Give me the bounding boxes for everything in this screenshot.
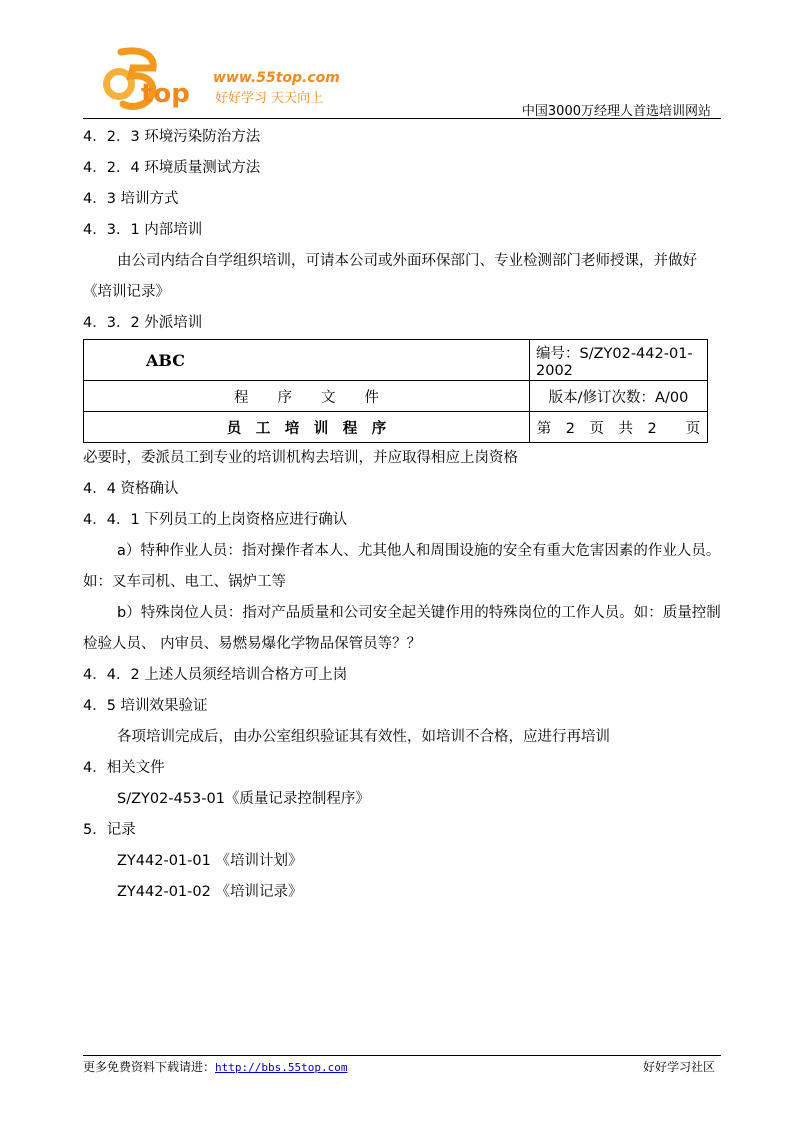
section-4-3-2: 4．3．2 外派培训 [83, 315, 203, 331]
page-footer [83, 1058, 721, 1075]
svg-text:www.55top.com: www.55top.com [213, 70, 340, 86]
external-training-text: 必要时，委派员工到专业的培训机构去培训，并应取得相应上岗资格 [83, 450, 518, 466]
section-4-3-1: 4．3．1 内部培训 [83, 222, 203, 238]
section-4-3: 4．3 培训方式 [83, 191, 179, 207]
svg-text:好好学习 天天向上: 好好学习 天天向上 [215, 91, 324, 106]
section-4-4: 4．4 资格确认 [83, 481, 179, 497]
document-control-table [83, 339, 708, 443]
document-body [83, 122, 723, 908]
document-version: 版本/修订次数：A/00 [530, 381, 708, 412]
section-4-2-3: 4．2．3 环境污染防治方法 [83, 129, 261, 145]
section-4-4-2: 4．4．2 上述人员须经培训合格方可上岗 [83, 667, 348, 683]
procedure-title: 员 工 培 训 程 序 [84, 412, 530, 443]
related-doc-item: S/ZY02-453-01《质量记录控制程序》 [117, 791, 370, 807]
internal-training-paragraph: 由公司内结合自学组织培训，可请本公司或外面环保部门、专业检测部门老师授课，并做好《培训记录》 [83, 253, 697, 300]
section-4-related-docs: 4．相关文件 [83, 760, 165, 776]
footer-divider [83, 1055, 721, 1056]
record-item-plan: ZY442-01-01 《培训计划》 [117, 853, 303, 869]
special-operation-paragraph: a）特种作业人员：指对操作者本人、尤其他人和周围设施的安全有重大危害因素的作业人员。如：叉车司机、电工、锅炉工等 [83, 543, 721, 590]
section-5-records: 5．记录 [83, 822, 136, 838]
site-tagline: 中国3000万经理人首选培训网站 [521, 104, 711, 119]
verification-text: 各项培训完成后，由办公室组织验证其有效性，如培训不合格，应进行再培训 [117, 729, 610, 745]
55top-logo [93, 46, 373, 116]
svg-text:top: top [141, 79, 190, 109]
section-4-5: 4．5 培训效果验证 [83, 698, 208, 714]
special-position-paragraph: b）特殊岗位人员：指对产品质量和公司安全起关键作用的特殊岗位的工作人员。如：质量控制检验人员、 内审员、易燃易爆化学物品保管员等？？ [83, 605, 721, 652]
header-divider [83, 118, 721, 119]
footer-link[interactable]: http://bbs.55top.com [215, 1061, 348, 1074]
company-name: ABC [84, 340, 530, 381]
record-item-records: ZY442-01-02 《培训记录》 [117, 884, 303, 900]
page-count: 第 2 页 共 2 页 [530, 412, 708, 443]
page-header [83, 40, 721, 120]
document-type: 程 序 文 件 [84, 381, 530, 412]
section-4-4-1: 4．4．1 下列员工的上岗资格应进行确认 [83, 512, 348, 528]
section-4-2-4: 4．2．4 环境质量测试方法 [83, 160, 261, 176]
document-code: 编号：S/ZY02-442-01-2002 [530, 340, 708, 381]
footer-community: 好好学习社区 [642, 1060, 715, 1074]
footer-prefix: 更多免费资料下载请进： [83, 1060, 216, 1074]
